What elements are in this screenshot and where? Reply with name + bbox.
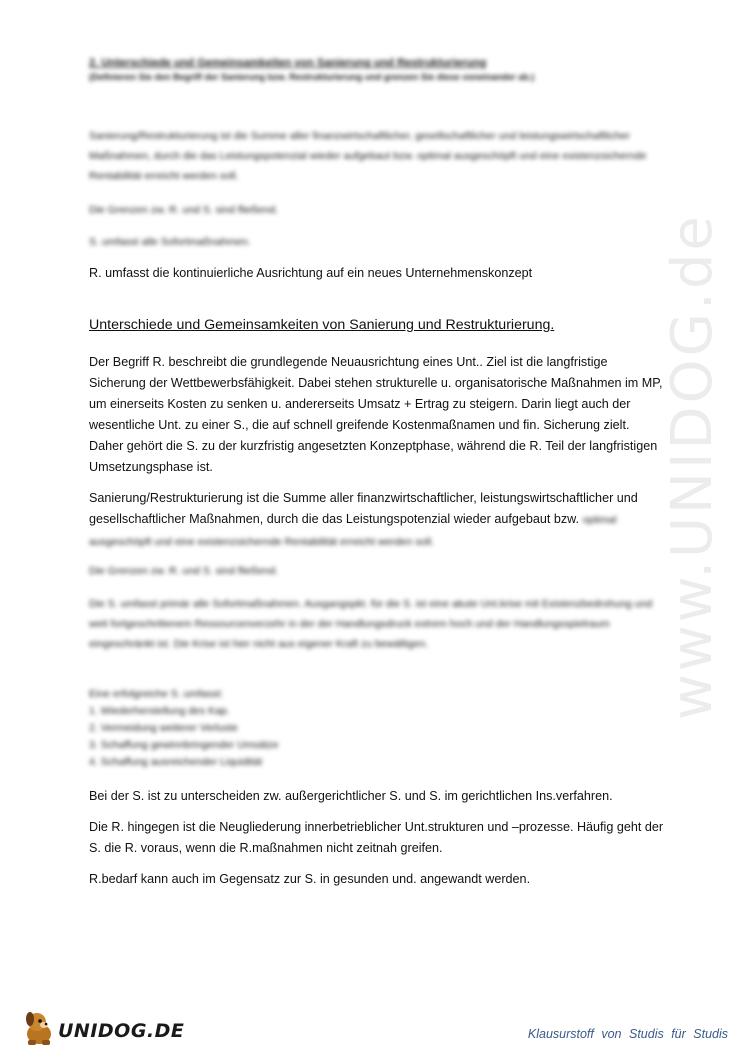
logo-text: UNIDOG.DE [58,1020,185,1042]
intro-paragraph-4: R. umfasst die kontinuierliche Ausrichtung auf ein neues Unternehmenskonzept [89,266,533,280]
section-paragraph-2-visible: Sanierung/Restrukturierung ist die Summe aller finanzwirtschaftlicher, leistungswirtschaftlicher und gesellschaftlicher Maßnahmen, durch die das Leistungspotenzial wieder aufgebaut bzw. [89,491,638,526]
list-item: 2. Vermeidung weiterer Verluste [89,722,238,734]
success-list [89,686,279,771]
section-paragraph-6: Die R. hingegen ist die Neugliederung innerbetrieblicher Unt.strukturen und –prozesse. Häufig geht der S. die R. voraus, wenn die R.maßnahmen nicht zeitnah greifen. [89,820,664,855]
section-paragraph-5: Bei der S. ist zu unterscheiden zw. außergerichtlicher S. und S. im gerichtlichen Ins.verfahren. [89,789,613,803]
list-item: 3. Schaffung gewinnbringender Umsätze [89,739,279,751]
section-heading [89,56,534,84]
section-paragraph-2-blurred: optimal ausgeschöpft und eine existenzsichernde Rentabilität erreicht werden soll. [89,514,617,548]
list-item: 4. Schaffung ausreichender Liquidität [89,756,263,768]
footer-tagline: Klausurstoff von Studis für Studis [527,1027,728,1041]
list-title: Eine erfolgreiche S. umfasst: [89,688,224,700]
intro-paragraph-2: Die Grenzen zw. R. und S. sind fließend. [89,204,279,216]
intro-paragraph-1: Sanierung/Restrukturierung ist die Summe aller finanzwirtschaftlicher, gesellschaftlicher und leistungswirtschaftlicher Maßnahmen, durch die das Leistungspotenzial wieder aufgebaut bzw. optimal ausgeschöpft und eine existenzsichernde Rentabilität erreicht werden soll. [89,130,647,182]
section-paragraph-4: Die S. umfasst primär alle Sofortmaßnahmen. Ausgangspkt. für die S. ist eine akute Unt.krise mit Existenzbedrohung und weit fortgeschrittenem Ressourcenverzehr in der der Handlungsdruck extrem hoch und der Handlungsspielraum eingeschränkt ist. Die Krise ist hier nicht aus eigener Kraft zu bewältigen. [89,598,653,650]
heading-subtitle: (Definieren Sie den Begriff der Sanierung bzw. Restrukturierung und grenzen Sie diese voneinander ab.) [89,72,535,82]
watermark: www.UNIDOG.de [660,213,725,720]
section-paragraph-1: Der Begriff R. beschreibt die grundlegende Neuausrichtung eines Unt.. Ziel ist die langfristige Sicherung der Wettbewerbsfähigkeit. Dabei stehen strukturelle u. organisatorische Maßnahmen im MP, um einerseits Kosten zu senken u. andererseits Umsatz + Ertrag zu steigern. Darin liegt auch der wesentliche Unt. zu einer S., die auf schnell greifende Kostenmaßnamen und fin. Sicherung zielt. Daher gehört die S. zu der kurzfristig angesetzten Konzeptphase, während die R. Teil der langfristigen Umsetzungsphase ist. [89,355,663,474]
section-title: Unterschiede und Gemeinsamkeiten von Sanierung und Restrukturierung. [89,317,555,333]
unidog-logo [22,1010,184,1046]
section-paragraph-3: Die Grenzen zw. R. und S. sind fließend. [89,565,279,577]
section-paragraph-7: R.bedarf kann auch im Gegensatz zur S. in gesunden und. angewandt werden. [89,872,531,886]
section-paragraph-2 [89,488,664,553]
dog-icon [22,1010,56,1046]
heading-title: 2. Unterschiede und Gemeinsamkeiten von Sanierung und Restrukturierung [89,57,487,69]
intro-paragraph-3: S. umfasst alle Sofortmaßnahmen. [89,236,251,248]
list-item: 1. Wiederherstellung des Kap. [89,705,230,717]
